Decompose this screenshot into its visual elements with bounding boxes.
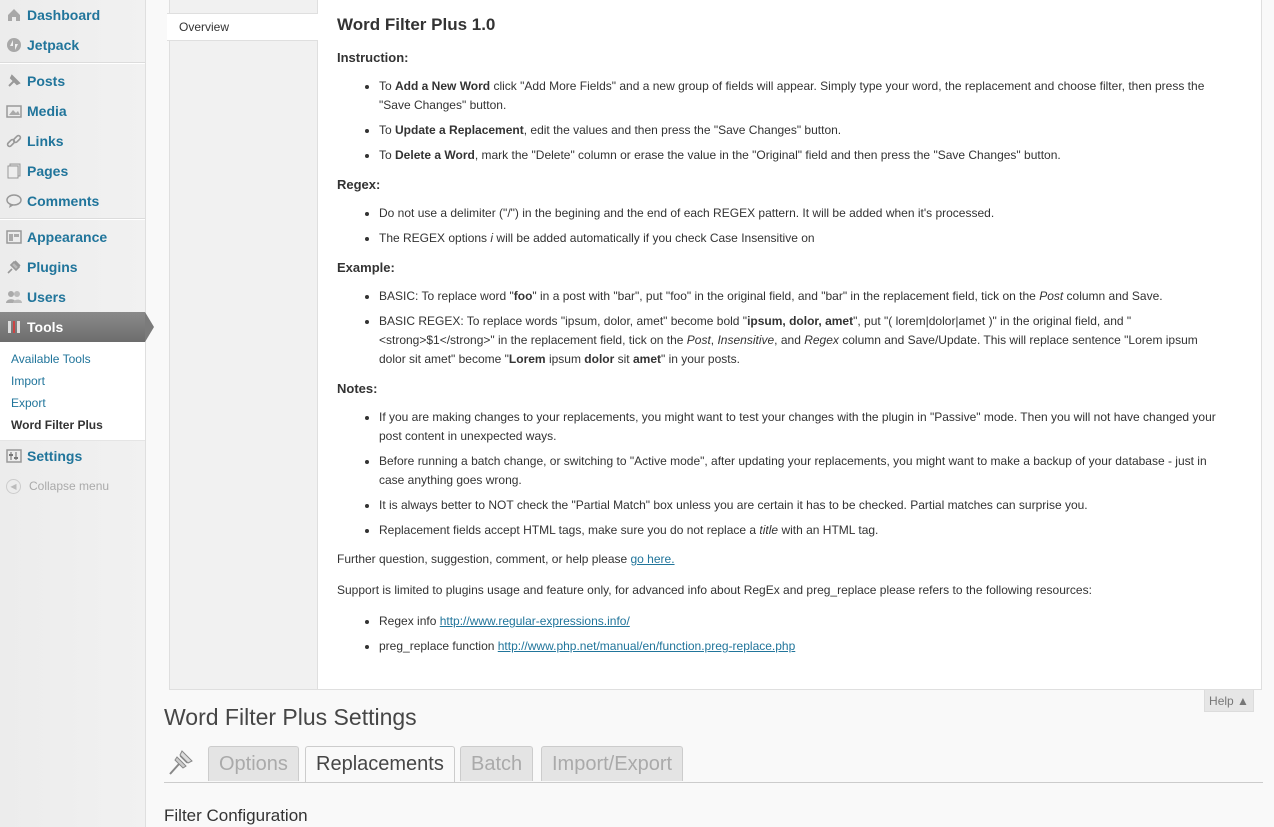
help-tabs-column — [170, 0, 318, 689]
list-item — [379, 521, 1227, 540]
tools-submenu — [0, 342, 145, 441]
links-icon — [6, 133, 22, 149]
sidebar-item-label: Dashboard — [27, 7, 101, 23]
list-item — [379, 146, 1227, 165]
pages-icon — [6, 163, 22, 179]
sidebar-item-tools[interactable] — [0, 312, 145, 342]
support-text: Support is limited to plugins usage and feature only, for advanced info about RegEx and preg_replace please refers to the following resources: — [337, 583, 1092, 597]
text: BASIC REGEX: To replace words "ipsum, dolor, amet" become bold " — [379, 314, 748, 328]
text-italic: Insensitive — [717, 333, 775, 347]
jetpack-icon — [6, 37, 22, 53]
example-heading: Example: — [337, 260, 395, 275]
sidebar-item-appearance[interactable] — [0, 222, 145, 252]
text-bold: Update a Replacement — [395, 123, 524, 137]
plugins-icon — [6, 259, 22, 275]
text: " in your posts. — [660, 352, 740, 366]
nav-tab-wrapper — [164, 744, 1263, 783]
text-bold: amet — [632, 352, 661, 366]
list-item: • It is always better to NOT check the "Partial Match" box unless you are certain it has to be checked. Partial matches can surprise you. — [379, 496, 1227, 515]
settings-icon — [6, 448, 22, 464]
appearance-icon — [6, 229, 22, 245]
sidebar-item-label: Appearance — [27, 229, 108, 245]
sidebar-item-jetpack[interactable] — [0, 30, 145, 60]
sidebar-item-label: Media — [27, 103, 67, 119]
text: sit — [614, 352, 633, 366]
regex-heading: Regex: — [337, 177, 381, 192]
tools-icon — [6, 319, 22, 335]
text: The REGEX options — [379, 231, 491, 245]
notes-list — [337, 408, 1227, 540]
tab-replacements[interactable]: Replacements — [305, 746, 455, 782]
sidebar-item-label: Comments — [27, 193, 100, 209]
text: Further question, suggestion, comment, or help please — [337, 552, 631, 566]
text-italic: i — [490, 231, 494, 245]
sidebar-item-posts[interactable] — [0, 66, 145, 96]
page-title: Word Filter Plus Settings — [164, 704, 417, 730]
menu-separator — [0, 218, 145, 220]
text: Regex info — [379, 614, 440, 628]
tab-import-export[interactable]: Import/Export — [541, 746, 683, 781]
sidebar-item-label: Links — [27, 133, 64, 149]
sidebar-item-label: Users — [27, 289, 66, 305]
comments-icon — [6, 193, 22, 209]
sidebar-item-dashboard[interactable] — [0, 0, 145, 30]
further-question — [337, 550, 1227, 569]
list-item: • If you are making changes to your replacements, you might want to test your changes with the plugin in "Passive" mode. Then you will not have changed your post content in unexpected ways. — [379, 408, 1227, 446]
text: column and Save. — [1063, 289, 1163, 303]
sidebar-item-label: Pages — [27, 163, 69, 179]
submenu-word-filter-plus[interactable]: Word Filter Plus — [11, 418, 103, 432]
text: will be added automatically if you check Case Insensitive on — [493, 231, 815, 245]
text: " in a post with "bar", put "foo" in the original field, and "bar" in the replacement field, tick on the — [532, 289, 1040, 303]
list-item: • Do not use a delimiter ("/") in the begining and the end of each REGEX pattern. It will be added when it's processed. — [379, 204, 1227, 223]
text: preg_replace function — [379, 639, 498, 653]
example-list — [337, 287, 1227, 369]
section-title: Filter Configuration — [164, 806, 308, 825]
sidebar-item-label: Plugins — [27, 259, 78, 275]
list-item — [379, 229, 1227, 248]
help-content — [337, 14, 1227, 666]
list-item — [379, 312, 1227, 369]
sidebar-item-links[interactable] — [0, 126, 145, 156]
text-bold: ipsum, dolor, amet — [747, 314, 854, 328]
sidebar-item-users[interactable] — [0, 282, 145, 312]
dashboard-icon — [6, 7, 22, 23]
tab-batch[interactable]: Batch — [460, 746, 533, 781]
sidebar-item-label: Posts — [27, 73, 66, 89]
text: To — [379, 123, 396, 137]
text-bold: foo — [513, 289, 533, 303]
text-bold: dolor — [584, 352, 615, 366]
text: click "Add More Fields" and a new group of fields will appear. Simply type your word, the replacement and choose filter, then press the "Save Changes" button. — [379, 79, 1205, 112]
help-title: Word Filter Plus 1.0 — [337, 15, 496, 34]
text-italic: Regex — [804, 333, 839, 347]
sidebar-item-media[interactable] — [0, 96, 145, 126]
list-item — [379, 287, 1227, 306]
submenu-import[interactable]: Import — [11, 374, 46, 388]
tab-options[interactable]: Options — [208, 746, 299, 781]
resources-list — [337, 612, 1227, 656]
regex-list — [337, 204, 1227, 248]
list-item — [379, 121, 1227, 140]
notes-heading: Notes: — [337, 381, 378, 396]
users-icon — [6, 289, 22, 305]
text: column and Save/Update. This will replace sentence "Lorem ipsum dolor sit amet" become " — [379, 333, 1198, 366]
sidebar-item-plugins[interactable] — [0, 252, 145, 282]
menu-separator — [0, 62, 145, 64]
posts-icon — [6, 73, 22, 89]
text-italic: Post — [1039, 289, 1064, 303]
list-item: • Before running a batch change, or switching to "Active mode", after updating your replacements, you might want to make a backup of your database - just in case anything goes wrong. — [379, 452, 1227, 490]
regex-info-link[interactable]: http://www.regular-expressions.info/ — [439, 614, 630, 628]
collapse-menu-button[interactable] — [0, 471, 145, 501]
text: BASIC: To replace word " — [379, 289, 514, 303]
list-item — [379, 637, 1227, 656]
sidebar-item-pages[interactable] — [0, 156, 145, 186]
submenu-available-tools[interactable]: Available Tools — [11, 352, 91, 366]
text-italic: Post — [686, 333, 711, 347]
sidebar-item-settings[interactable] — [0, 441, 145, 471]
sidebar-item-label: Tools — [27, 319, 64, 335]
pushpin-icon — [164, 744, 198, 780]
text: , edit the values and then press the "Save Changes" button. — [523, 123, 842, 137]
instruction-list — [337, 77, 1227, 165]
help-toggle-button[interactable]: Help ▲ — [1204, 690, 1254, 712]
text: , and — [774, 333, 805, 347]
media-icon — [6, 103, 22, 119]
text-bold: Delete a Word — [395, 148, 475, 162]
go-here-link[interactable]: go here. — [630, 552, 675, 566]
instruction-heading: Instruction: — [337, 50, 409, 65]
sidebar-item-comments[interactable] — [0, 186, 145, 216]
sidebar-item-label: Jetpack — [27, 37, 80, 53]
text-italic: title — [759, 523, 779, 537]
text-bold: Add a New Word — [395, 79, 491, 93]
text: To — [379, 79, 396, 93]
list-item — [379, 612, 1227, 631]
submenu-export[interactable]: Export — [11, 396, 46, 410]
text: , mark the "Delete" column or erase the value in the "Original" field and then press the "Save Changes" button. — [474, 148, 1061, 162]
list-item — [379, 77, 1227, 115]
admin-sidebar — [0, 0, 146, 827]
contextual-help-panel — [169, 0, 1262, 690]
help-tab-overview[interactable]: Overview — [167, 13, 318, 41]
sidebar-item-label: Settings — [27, 448, 83, 464]
collapse-arrow-icon: ◀ — [6, 479, 21, 494]
text: To — [379, 148, 396, 162]
text: ", put "( lorem|dolor|amet )" in the original field, and "<strong>$1</strong>" in the replacement field, tick on the — [379, 314, 1132, 347]
text: ipsum — [545, 352, 585, 366]
preg-replace-link[interactable]: http://www.php.net/manual/en/function.preg-replace.php — [497, 639, 796, 653]
text: with an HTML tag. — [778, 523, 879, 537]
text: , — [710, 333, 718, 347]
collapse-menu-label: Collapse menu — [29, 479, 110, 493]
text-bold: Lorem — [508, 352, 546, 366]
text: Replacement fields accept HTML tags, make sure you do not replace a — [379, 523, 760, 537]
